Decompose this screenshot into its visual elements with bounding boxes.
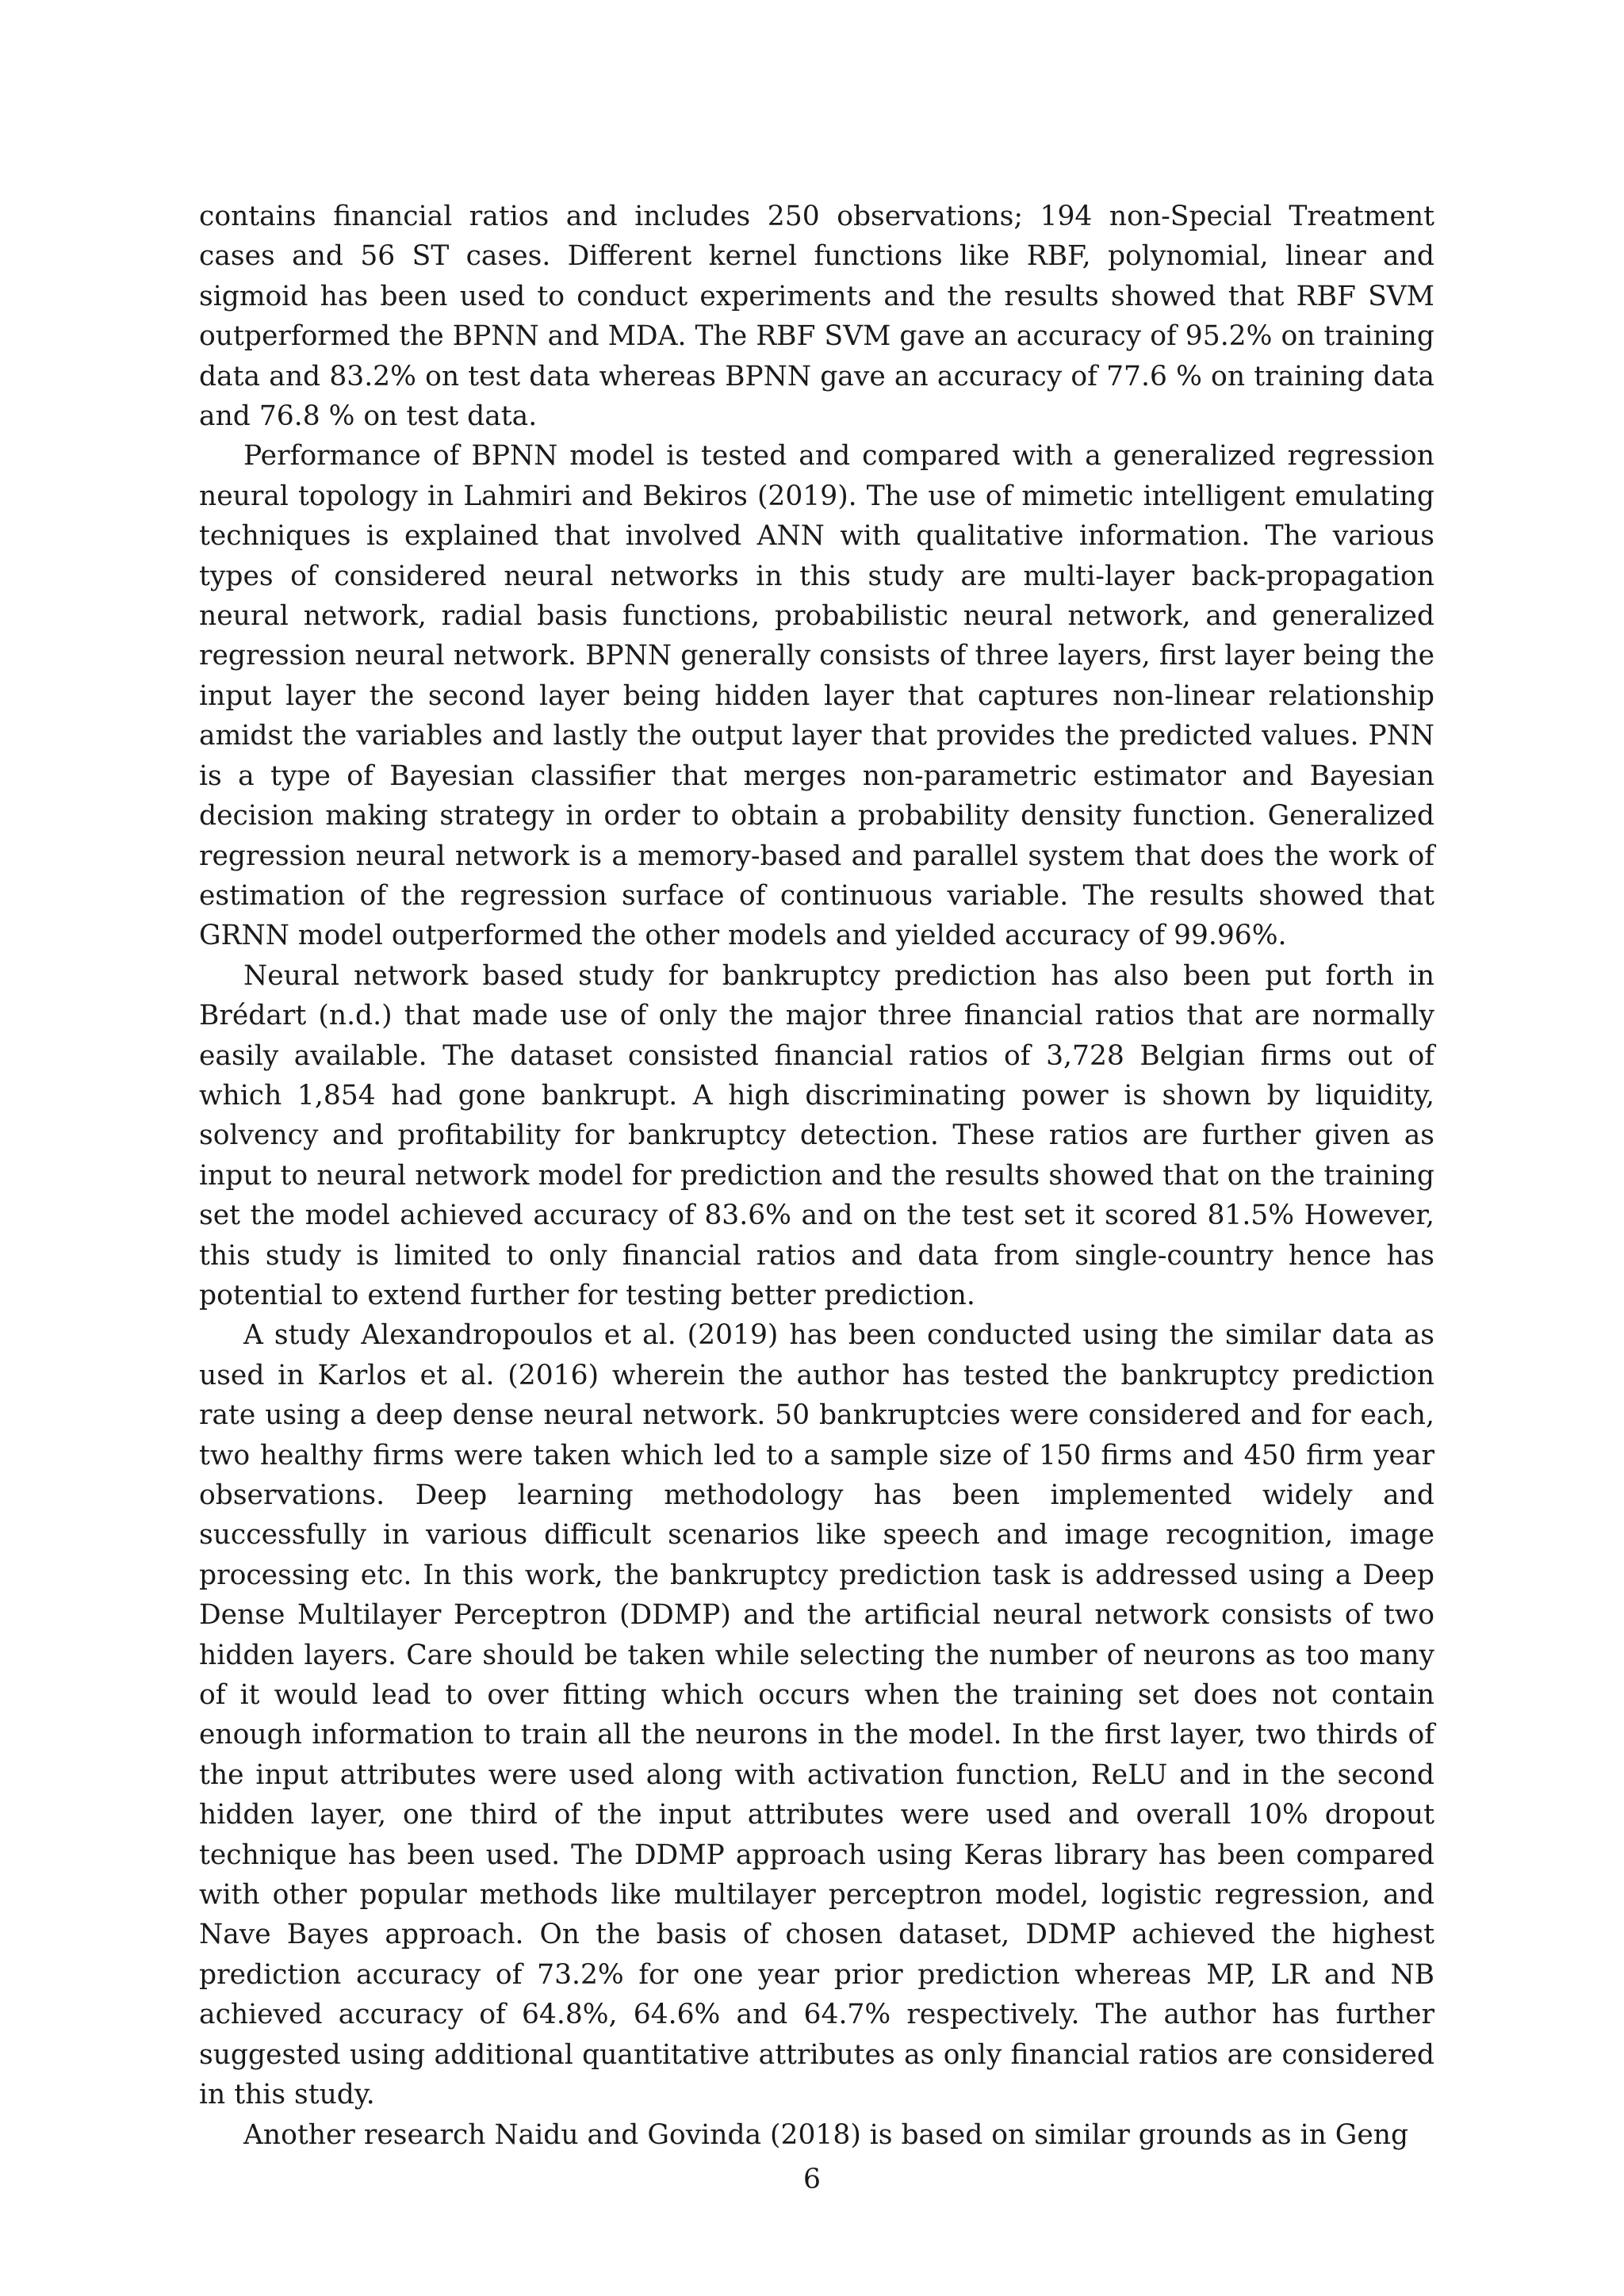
paragraph-alexandropoulos: A study Alexandropoulos et al. (2019) has been conducted using the similar data as used in Karlos et al. (2016) wherein the author has tested the bankruptcy prediction rate using a deep dense neural network. 50 bankruptcies were considered and for each, two healthy firms were taken which led to a sample size of 150 firms and 450 firm year observations. Deep learning methodology has been implemented widely and successfully in various difficult scenarios like speech and image recognition, image processing etc. In this work, the bankruptcy prediction task is addressed using a Deep Dense Multilayer Perceptron (DDMP) and the artificial neural network consists of two hidden layers. Care should be taken while selecting the number of neurons as too many of it would lead to over fitting which occurs when the training set does not contain enough information to train all the neurons in the model. In the first layer, two thirds of the input attributes were used along with activation function, ReLU and in the second hidden layer, one third of the input attributes were used and overall 10% dropout technique has been used. The DDMP approach using Keras library has been compared with other popular methods like multilayer perceptron model, logistic regression, and Nave Bayes approach. On the basis of chosen dataset, DDMP achieved the highest prediction accuracy of 73.2% for one year prior prediction whereas MP, LR and NB achieved accuracy of 64.8%, 64.6% and 64.7% respectively. The author has further suggested using additional quantitative attributes as only financial ratios are considered in this study. — [199, 1319, 1434, 2111]
paragraph-naidu-govinda: Another research Naidu and Govinda (2018) is based on similar grounds as in Geng — [243, 2118, 1409, 2151]
body-text — [199, 197, 1434, 2155]
paragraph-bredart: Neural network based study for bankruptcy prediction has also been put forth in Brédart (n.d.) that made use of only the major three financial ratios that are normally easily available. The dataset consisted financial ratios of 3,728 Belgian firms out of which 1,854 had gone bankrupt. A high discriminating power is shown by liquidity, solvency and profitability for bankruptcy detection. These ratios are further given as input to neural network model for prediction and the results showed that on the training set the model achieved accuracy of 83.6% and on the test set it scored 81.5% However, this study is limited to only financial ratios and data from single-country hence has potential to extend further for testing better prediction. — [199, 959, 1434, 1311]
page-number: 6 — [803, 2164, 821, 2195]
paragraph-bpnn-grnn: Performance of BPNN model is tested and compared with a generalized regression neural topology in Lahmiri and Bekiros (2019). The use of mimetic intelligent emulating techniques is explained that involved ANN with qualitative information. The various types of considered neural networks in this study are multi-layer back-propagation neural network, radial basis functions, probabilistic neural network, and generalized regression neural network. BPNN generally consists of three layers, first layer being the input layer the second layer being hidden layer that captures non-linear relationship amidst the variables and lastly the output layer that provides the predicted values. PNN is a type of Bayesian classifier that merges non-parametric estimator and Bayesian decision making strategy in order to obtain a probability density function. Generalized regression neural network is a memory-based and parallel system that does the work of estimation of the regression surface of continuous variable. The results showed that GRNN model outperformed the other models and yielded accuracy of 99.96%. — [199, 440, 1434, 952]
paragraph-continuation: contains financial ratios and includes 250 observations; 194 non-Special Treatment cases and 56 ST cases. Different kernel functions like RBF, polynomial, linear and sigmoid has been used to conduct experiments and the results showed that RBF SVM outperformed the BPNN and MDA. The RBF SVM gave an accuracy of 95.2% on training data and 83.2% on test data whereas BPNN gave an accuracy of 77.6 % on training data and 76.8 % on test data. — [199, 201, 1434, 433]
